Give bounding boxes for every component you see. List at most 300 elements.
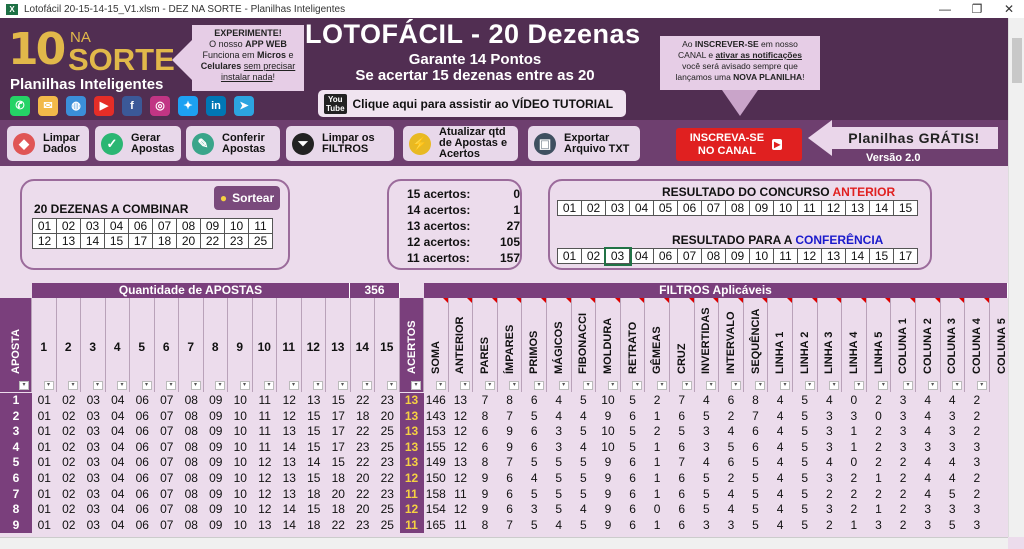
acertos-cell[interactable]: 12: [400, 502, 424, 518]
filter-cell[interactable]: 7: [506, 408, 513, 423]
filter-cell[interactable]: 5: [580, 470, 587, 485]
toolbar-button-atualizar-qtd[interactable]: [403, 126, 518, 161]
number-cell[interactable]: 04: [111, 424, 125, 439]
filter-cell[interactable]: 4: [776, 439, 784, 454]
filter-dropdown[interactable]: ▾: [854, 381, 864, 390]
filter-cell[interactable]: 150: [425, 470, 446, 485]
filter-cell[interactable]: 10: [601, 424, 615, 439]
column-header-3[interactable]: 3 ▾: [81, 298, 106, 392]
filter-cell[interactable]: 3: [702, 517, 710, 532]
column-header-filter[interactable]: ▾ COLUNA 4: [965, 298, 990, 392]
number-cell[interactable]: 02: [62, 455, 76, 470]
number-cell[interactable]: 02: [62, 439, 76, 454]
filter-cell[interactable]: 3: [948, 439, 956, 454]
filter-cell[interactable]: 6: [678, 517, 686, 532]
filter-cell[interactable]: 165: [425, 517, 446, 532]
filter-cell[interactable]: 2: [899, 470, 907, 485]
column-header-filter[interactable]: ▾ LINHA 1: [768, 298, 793, 392]
filter-cell[interactable]: 4: [702, 455, 710, 470]
filter-cell[interactable]: 6: [678, 439, 686, 454]
filter-cell[interactable]: 8: [481, 517, 489, 532]
number-cell[interactable]: 14: [282, 439, 296, 454]
filter-dropdown[interactable]: ▾: [264, 381, 274, 390]
filter-cell[interactable]: 3: [702, 439, 710, 454]
filter-cell[interactable]: 5: [801, 408, 809, 423]
filter-dropdown[interactable]: ▾: [436, 381, 446, 390]
filter-cell[interactable]: 3: [875, 517, 882, 532]
filter-cell[interactable]: 5: [727, 439, 735, 454]
number-cell[interactable]: 08: [184, 408, 198, 423]
filter-cell[interactable]: 3: [948, 408, 956, 423]
filter-cell[interactable]: 6: [678, 502, 686, 517]
filter-cell[interactable]: 5: [702, 408, 710, 423]
filter-dropdown[interactable]: ▾: [805, 381, 815, 390]
row-index[interactable]: 8: [0, 502, 32, 518]
number-cell[interactable]: 15: [307, 424, 321, 439]
number-cell[interactable]: 02: [57, 219, 81, 234]
filter-cell[interactable]: 4: [825, 455, 833, 470]
filter-cell[interactable]: 2: [727, 408, 735, 423]
filter-cell[interactable]: 2: [825, 517, 833, 532]
filter-cell[interactable]: 5: [801, 439, 809, 454]
filter-cell[interactable]: 4: [776, 486, 784, 501]
filter-cell[interactable]: 3: [899, 408, 907, 423]
number-cell[interactable]: 14: [846, 249, 870, 264]
filter-dropdown[interactable]: ▾: [215, 381, 225, 390]
filter-cell[interactable]: 4: [948, 470, 956, 485]
row-index[interactable]: 1: [0, 393, 32, 409]
instagram-icon[interactable]: ◎: [150, 96, 170, 116]
filter-dropdown[interactable]: ▾: [583, 381, 593, 390]
subscribe-button[interactable]: [676, 128, 802, 161]
number-cell[interactable]: 10: [233, 502, 247, 517]
number-cell[interactable]: 13: [282, 486, 296, 501]
filter-cell[interactable]: 5: [555, 470, 563, 485]
number-cell[interactable]: 03: [86, 470, 100, 485]
number-cell[interactable]: 06: [135, 517, 149, 532]
filter-cell[interactable]: 3: [973, 517, 981, 532]
number-cell[interactable]: 12: [282, 393, 296, 407]
number-cell[interactable]: 09: [201, 219, 225, 234]
filter-cell[interactable]: 3: [899, 439, 907, 454]
acertos-cell[interactable]: 13: [400, 393, 424, 409]
row-index[interactable]: 6: [0, 471, 32, 487]
filter-cell[interactable]: 4: [702, 393, 710, 407]
filter-cell[interactable]: 12: [453, 408, 468, 423]
filter-cell[interactable]: 11: [454, 517, 467, 532]
number-cell[interactable]: 15: [331, 455, 345, 470]
number-cell[interactable]: 11: [798, 201, 822, 216]
telegram-icon[interactable]: ➤: [234, 96, 254, 116]
number-cell[interactable]: 04: [111, 486, 125, 501]
filter-cell[interactable]: 4: [727, 502, 735, 517]
filter-dropdown[interactable]: ▾: [362, 381, 372, 390]
number-cell[interactable]: 07: [702, 201, 726, 216]
filter-dropdown[interactable]: ▾: [485, 381, 495, 390]
number-cell[interactable]: 23: [225, 234, 249, 249]
filter-cell[interactable]: 12: [453, 502, 468, 517]
filter-cell[interactable]: 4: [924, 408, 932, 423]
number-cell[interactable]: 09: [750, 201, 774, 216]
filter-cell[interactable]: 6: [506, 502, 513, 517]
filter-cell[interactable]: 7: [506, 455, 513, 470]
number-cell[interactable]: 12: [258, 502, 272, 517]
filter-cell[interactable]: 3: [973, 455, 981, 470]
number-cell[interactable]: 20: [331, 486, 345, 501]
filter-cell[interactable]: 5: [752, 486, 759, 501]
filter-cell[interactable]: 4: [776, 408, 784, 423]
row-index[interactable]: 5: [0, 455, 32, 471]
number-cell[interactable]: 08: [177, 219, 201, 234]
number-cell[interactable]: 02: [62, 502, 76, 517]
filter-cell[interactable]: 3: [825, 408, 833, 423]
filter-cell[interactable]: 158: [425, 486, 446, 501]
number-cell[interactable]: 15: [307, 502, 321, 517]
toolbar-button-limpar-os[interactable]: [286, 126, 394, 161]
column-header-filter[interactable]: ▾ MOLDURA: [596, 298, 621, 392]
number-cell[interactable]: 25: [380, 439, 394, 454]
filter-cell[interactable]: 0: [653, 502, 661, 517]
number-cell[interactable]: 25: [380, 502, 394, 517]
number-cell[interactable]: 07: [160, 486, 174, 501]
number-cell[interactable]: 03: [86, 486, 100, 501]
number-cell[interactable]: 02: [62, 424, 76, 439]
filter-cell[interactable]: 12: [453, 470, 468, 485]
filter-cell[interactable]: 2: [899, 455, 907, 470]
number-cell[interactable]: 01: [37, 517, 51, 532]
column-header-filter[interactable]: ▾ LINHA 5: [867, 298, 892, 392]
filter-cell[interactable]: 1: [850, 424, 858, 439]
number-cell[interactable]: 10: [233, 424, 247, 439]
number-cell[interactable]: 07: [160, 408, 174, 423]
column-header-filter[interactable]: ▾ GÊMEAS: [645, 298, 670, 392]
number-cell[interactable]: 08: [184, 455, 198, 470]
number-cell[interactable]: 14: [81, 234, 105, 249]
app-web-callout[interactable]: [192, 25, 304, 91]
acertos-cell[interactable]: 13: [400, 424, 424, 440]
number-cell[interactable]: 09: [209, 455, 223, 470]
filter-dropdown[interactable]: ▾: [338, 381, 348, 390]
number-cell[interactable]: 07: [160, 470, 174, 485]
filter-dropdown[interactable]: ▾: [93, 381, 103, 390]
number-cell[interactable]: 04: [111, 470, 125, 485]
column-header-4[interactable]: 4 ▾: [106, 298, 131, 392]
number-cell[interactable]: 07: [678, 249, 702, 264]
number-cell[interactable]: 25: [380, 517, 394, 532]
filter-dropdown[interactable]: ▾: [534, 381, 544, 390]
filter-dropdown[interactable]: ▾: [509, 381, 519, 390]
filter-dropdown[interactable]: ▾: [632, 381, 642, 390]
filter-cell[interactable]: 3: [973, 502, 981, 517]
filter-dropdown[interactable]: ▾: [411, 381, 421, 390]
filter-cell[interactable]: 6: [530, 439, 538, 454]
number-cell[interactable]: 04: [111, 408, 125, 423]
filter-cell[interactable]: 3: [825, 424, 833, 439]
column-header-filter[interactable]: ▾ CRUZ: [670, 298, 695, 392]
number-cell[interactable]: 09: [209, 517, 223, 532]
filter-cell[interactable]: 2: [850, 486, 858, 501]
filter-cell[interactable]: 2: [973, 408, 981, 423]
filter-cell[interactable]: 6: [727, 393, 735, 407]
number-cell[interactable]: 20: [177, 234, 201, 249]
filter-cell[interactable]: 2: [899, 517, 907, 532]
filter-cell[interactable]: 5: [752, 502, 759, 517]
filter-cell[interactable]: 2: [653, 424, 661, 439]
acertos-cell[interactable]: 12: [400, 471, 424, 487]
facebook-icon[interactable]: f: [122, 96, 142, 116]
toolbar-button-gerar[interactable]: [95, 126, 181, 161]
filter-cell[interactable]: 2: [973, 393, 981, 407]
filter-cell[interactable]: 9: [604, 486, 612, 501]
number-cell[interactable]: 22: [380, 470, 394, 485]
filter-cell[interactable]: 9: [506, 439, 513, 454]
number-cell[interactable]: 07: [160, 424, 174, 439]
filter-cell[interactable]: 5: [678, 424, 686, 439]
filter-cell[interactable]: 2: [875, 439, 882, 454]
filter-cell[interactable]: 3: [825, 439, 833, 454]
column-header-13[interactable]: 13 ▾: [326, 298, 351, 392]
filter-cell[interactable]: 2: [875, 486, 882, 501]
filter-cell[interactable]: 6: [629, 408, 636, 423]
column-header-filter[interactable]: ▾ PRIMOS: [522, 298, 547, 392]
number-cell[interactable]: 15: [331, 393, 345, 407]
filter-cell[interactable]: 3: [899, 424, 907, 439]
filter-cell[interactable]: 1: [653, 517, 661, 532]
filter-cell[interactable]: 5: [752, 517, 759, 532]
horizontal-scrollbar[interactable]: [0, 537, 1008, 549]
filter-cell[interactable]: 6: [506, 486, 513, 501]
number-cell[interactable]: 09: [209, 393, 223, 407]
number-cell[interactable]: 12: [258, 486, 272, 501]
filter-cell[interactable]: 3: [727, 517, 735, 532]
filter-cell[interactable]: 0: [850, 393, 858, 407]
number-cell[interactable]: 07: [160, 502, 174, 517]
column-header-12[interactable]: 12 ▾: [302, 298, 327, 392]
number-cell[interactable]: 09: [209, 408, 223, 423]
acertos-cell[interactable]: 13: [400, 440, 424, 456]
number-cell[interactable]: 12: [33, 234, 57, 249]
number-cell[interactable]: 18: [307, 517, 321, 532]
number-cell[interactable]: 18: [356, 408, 370, 423]
filter-cell[interactable]: 5: [629, 439, 636, 454]
filter-cell[interactable]: 2: [727, 470, 735, 485]
filter-cell[interactable]: 6: [629, 517, 636, 532]
number-cell[interactable]: 22: [356, 486, 370, 501]
number-cell[interactable]: 02: [582, 201, 606, 216]
filter-cell[interactable]: 7: [752, 408, 759, 423]
column-header-filter[interactable]: ▾ INTERVALO: [719, 298, 744, 392]
number-cell[interactable]: 12: [282, 408, 296, 423]
free-sheets-link[interactable]: Planilhas GRÁTIS!: [830, 127, 998, 149]
column-header-filter[interactable]: ▾ COLUNA 3: [941, 298, 966, 392]
filter-cell[interactable]: 3: [702, 424, 710, 439]
number-cell[interactable]: 18: [331, 502, 345, 517]
number-cell[interactable]: 08: [184, 486, 198, 501]
number-cell[interactable]: 13: [307, 393, 321, 407]
filter-cell[interactable]: 6: [530, 393, 538, 407]
number-cell[interactable]: 06: [135, 486, 149, 501]
acertos-cell[interactable]: 13: [400, 409, 424, 425]
number-cell[interactable]: 01: [37, 470, 51, 485]
filter-cell[interactable]: 5: [629, 393, 636, 407]
number-cell[interactable]: 15: [307, 408, 321, 423]
number-cell[interactable]: 08: [184, 517, 198, 532]
number-cell[interactable]: 06: [135, 502, 149, 517]
filter-cell[interactable]: 2: [850, 502, 858, 517]
filter-cell[interactable]: 4: [924, 486, 932, 501]
filter-cell[interactable]: 2: [875, 424, 882, 439]
filter-cell[interactable]: 8: [752, 393, 759, 407]
filter-cell[interactable]: 4: [530, 470, 538, 485]
number-cell[interactable]: 03: [86, 502, 100, 517]
number-cell[interactable]: 13: [282, 470, 296, 485]
filter-cell[interactable]: 1: [653, 439, 661, 454]
filter-cell[interactable]: 5: [580, 486, 587, 501]
number-cell[interactable]: 12: [822, 201, 846, 216]
filter-cell[interactable]: 3: [530, 502, 538, 517]
number-cell[interactable]: 06: [135, 393, 149, 407]
number-cell[interactable]: 22: [356, 393, 370, 407]
column-header-5[interactable]: 5 ▾: [130, 298, 155, 392]
number-cell[interactable]: 01: [37, 408, 51, 423]
number-cell[interactable]: 18: [307, 486, 321, 501]
filter-cell[interactable]: 9: [604, 502, 612, 517]
minimize-button[interactable]: —: [939, 2, 951, 16]
number-cell[interactable]: 07: [160, 517, 174, 532]
number-cell[interactable]: 10: [233, 470, 247, 485]
filter-cell[interactable]: 1: [653, 486, 661, 501]
number-cell[interactable]: 11: [249, 219, 273, 234]
filter-dropdown[interactable]: ▾: [289, 381, 299, 390]
filter-cell[interactable]: 1: [653, 408, 661, 423]
filter-cell[interactable]: 5: [801, 517, 809, 532]
number-cell[interactable]: 20: [356, 502, 370, 517]
column-header-acertos[interactable]: ACERTOS ▾: [400, 298, 424, 392]
youtube-icon[interactable]: ▶: [94, 96, 114, 116]
filter-cell[interactable]: 3: [899, 393, 907, 407]
number-cell[interactable]: 07: [160, 393, 174, 407]
filter-cell[interactable]: 3: [555, 424, 563, 439]
filter-cell[interactable]: 3: [924, 439, 932, 454]
number-cell[interactable]: 23: [380, 455, 394, 470]
filter-cell[interactable]: 4: [580, 439, 587, 454]
toolbar-button-limpar[interactable]: [7, 126, 89, 161]
filter-cell[interactable]: 5: [801, 393, 809, 407]
number-cell[interactable]: 06: [135, 408, 149, 423]
number-cell[interactable]: 07: [160, 455, 174, 470]
column-header-9[interactable]: 9 ▾: [228, 298, 253, 392]
number-cell[interactable]: 18: [331, 470, 345, 485]
filter-dropdown[interactable]: ▾: [313, 381, 323, 390]
column-header-1[interactable]: 1 ▾: [32, 298, 57, 392]
number-cell[interactable]: 03: [86, 408, 100, 423]
filter-cell[interactable]: 4: [727, 424, 735, 439]
number-cell[interactable]: 14: [282, 502, 296, 517]
filter-cell[interactable]: 3: [850, 408, 858, 423]
whatsapp-icon[interactable]: ✆: [10, 96, 30, 116]
row-index[interactable]: 9: [0, 518, 32, 534]
number-cell[interactable]: 13: [282, 424, 296, 439]
filter-dropdown[interactable]: ▾: [731, 381, 741, 390]
filter-cell[interactable]: 5: [629, 424, 636, 439]
filter-cell[interactable]: 7: [678, 393, 686, 407]
filter-cell[interactable]: 8: [481, 455, 489, 470]
filter-dropdown[interactable]: ▾: [829, 381, 839, 390]
filter-cell[interactable]: 6: [629, 455, 636, 470]
filter-cell[interactable]: 2: [825, 486, 833, 501]
column-header-filter[interactable]: ▾ COLUNA 1: [891, 298, 916, 392]
filter-cell[interactable]: 3: [555, 439, 563, 454]
number-cell[interactable]: 04: [111, 439, 125, 454]
filter-cell[interactable]: 6: [678, 408, 686, 423]
filter-cell[interactable]: 6: [678, 470, 686, 485]
filter-cell[interactable]: 143: [425, 408, 446, 423]
filter-cell[interactable]: 5: [948, 517, 956, 532]
filter-cell[interactable]: 6: [678, 486, 686, 501]
filter-cell[interactable]: 4: [825, 393, 833, 407]
number-cell[interactable]: 22: [331, 517, 345, 532]
number-cell[interactable]: 06: [135, 439, 149, 454]
filter-cell[interactable]: 12: [453, 439, 468, 454]
filter-dropdown[interactable]: ▾: [117, 381, 127, 390]
filter-cell[interactable]: 4: [948, 455, 956, 470]
filter-cell[interactable]: 12: [453, 424, 468, 439]
number-cell[interactable]: 02: [62, 393, 76, 407]
number-cell[interactable]: 09: [209, 486, 223, 501]
number-cell[interactable]: 23: [380, 393, 394, 407]
filter-dropdown[interactable]: ▾: [928, 381, 938, 390]
filter-cell[interactable]: 4: [555, 408, 563, 423]
restore-button[interactable]: ❐: [971, 2, 983, 16]
number-cell[interactable]: 02: [62, 517, 76, 532]
filter-cell[interactable]: 7: [506, 517, 513, 532]
callout-link[interactable]: instalar nada: [220, 72, 273, 82]
filter-cell[interactable]: 7: [678, 455, 686, 470]
number-cell[interactable]: 15: [307, 470, 321, 485]
number-cell[interactable]: 04: [630, 201, 654, 216]
column-header-8[interactable]: 8 ▾: [204, 298, 229, 392]
column-header-filter[interactable]: ▾ ÍMPARES: [498, 298, 523, 392]
acertos-cell[interactable]: 11: [400, 518, 424, 534]
number-cell[interactable]: 20: [380, 408, 394, 423]
filter-cell[interactable]: 6: [629, 486, 636, 501]
filter-cell[interactable]: 0: [850, 455, 858, 470]
column-header-2[interactable]: 2 ▾: [57, 298, 82, 392]
number-cell[interactable]: 23: [380, 486, 394, 501]
filter-dropdown[interactable]: ▾: [878, 381, 888, 390]
number-cell[interactable]: 09: [209, 424, 223, 439]
filter-cell[interactable]: 5: [752, 470, 759, 485]
filter-cell[interactable]: 5: [580, 424, 587, 439]
number-cell[interactable]: 25: [249, 234, 273, 249]
filter-cell[interactable]: 9: [604, 408, 612, 423]
filter-cell[interactable]: 5: [580, 517, 587, 532]
filter-cell[interactable]: 4: [776, 470, 784, 485]
row-index[interactable]: 2: [0, 409, 32, 425]
number-cell[interactable]: 17: [894, 249, 918, 264]
filter-cell[interactable]: 2: [875, 393, 882, 407]
filter-cell[interactable]: 4: [924, 393, 932, 407]
number-cell[interactable]: 01: [558, 201, 582, 216]
number-cell[interactable]: 12: [258, 470, 272, 485]
number-cell[interactable]: 03: [86, 455, 100, 470]
number-cell[interactable]: 08: [184, 470, 198, 485]
filter-cell[interactable]: 153: [425, 424, 446, 439]
number-cell[interactable]: 15: [105, 234, 129, 249]
column-header-filter[interactable]: ▾ LINHA 4: [842, 298, 867, 392]
filter-cell[interactable]: 4: [776, 517, 784, 532]
filter-cell[interactable]: 2: [875, 455, 882, 470]
